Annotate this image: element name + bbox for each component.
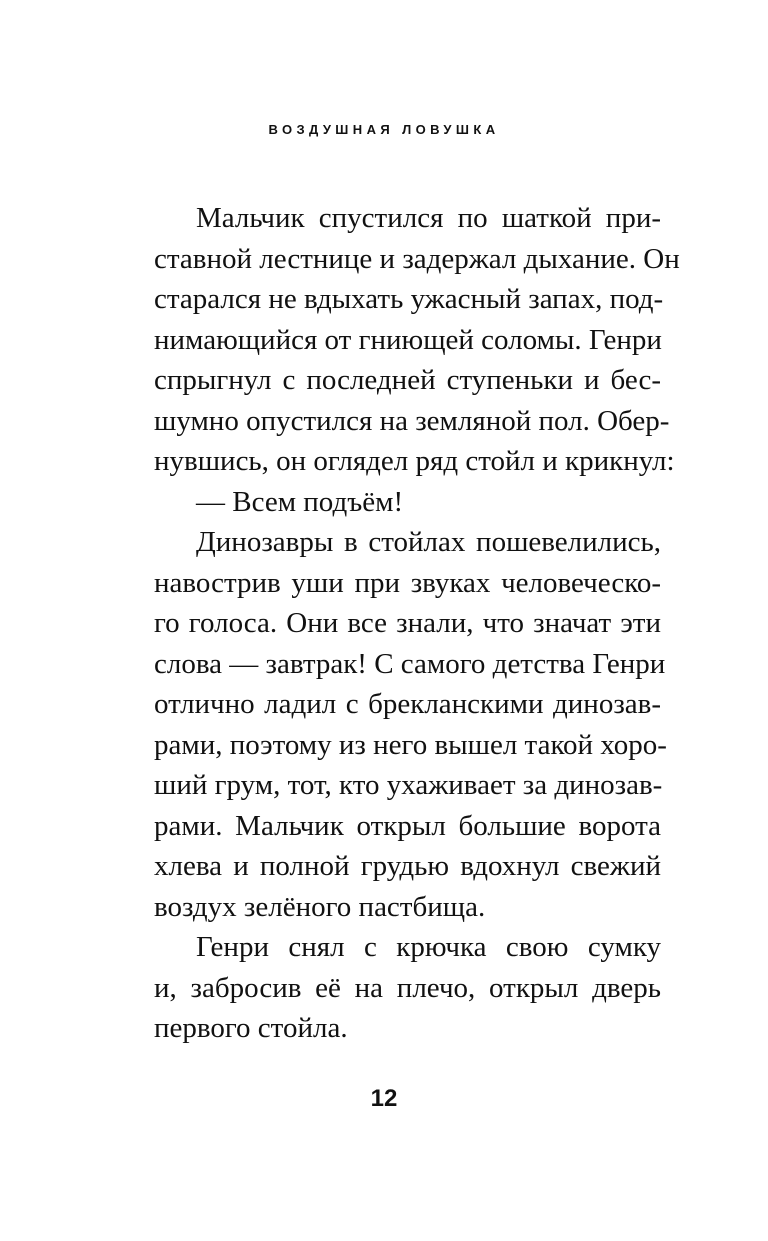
text-line: воздух зелёного пастбища. xyxy=(154,890,486,923)
text-line: ставной лестнице и задержал дыхание. Он xyxy=(154,242,680,275)
text-line: нувшись, он оглядел ряд стойл и крикнул: xyxy=(154,445,675,477)
text-line: Мальчик спустился по шаткой при- xyxy=(196,202,661,234)
text-line: Генри снял с крючка свою сумку xyxy=(196,931,661,963)
text-line: нимающийся от гниющей соломы. Генри xyxy=(154,323,662,356)
text-line: хлева и полной грудью вдохнул свежий xyxy=(154,850,661,882)
text-line: шумно опустился на земляной пол. Обер- xyxy=(154,404,670,437)
text-line: и, забросив её на плечо, открыл дверь xyxy=(154,971,661,1004)
page-number: 12 xyxy=(370,1085,398,1112)
text-line: — Всем подъём! xyxy=(196,485,404,518)
paragraph-1 xyxy=(154,198,680,482)
paragraph-2 xyxy=(154,482,661,523)
paragraph-3 xyxy=(154,522,667,927)
text-line: ший грум, тот, кто ухаживает за динозав- xyxy=(154,769,663,801)
paragraph-4 xyxy=(154,927,661,1049)
text-line: отлично ладил с брекланскими динозав- xyxy=(154,688,661,720)
running-title: ВОЗДУШНАЯ ЛОВУШКА xyxy=(268,122,500,137)
text-line: спрыгнул с последней ступеньки и бес- xyxy=(154,364,661,396)
text-line: го голоса. Они все знали, что значат эти xyxy=(154,607,661,639)
text-line: старался не вдыхать ужасный запах, под- xyxy=(154,283,664,315)
text-line: рами. Мальчик открыл большие ворота xyxy=(154,809,661,842)
text-line: навострив уши при звуках человеческо- xyxy=(154,566,661,599)
text-line: первого стойла. xyxy=(154,1012,348,1044)
text-line: слова — завтрак! С самого детства Генри xyxy=(154,647,666,680)
text-line: Динозавры в стойлах пошевелились, xyxy=(196,526,661,558)
body-text xyxy=(154,198,680,1049)
text-line: рами, поэтому из него вышел такой хоро- xyxy=(154,728,667,761)
